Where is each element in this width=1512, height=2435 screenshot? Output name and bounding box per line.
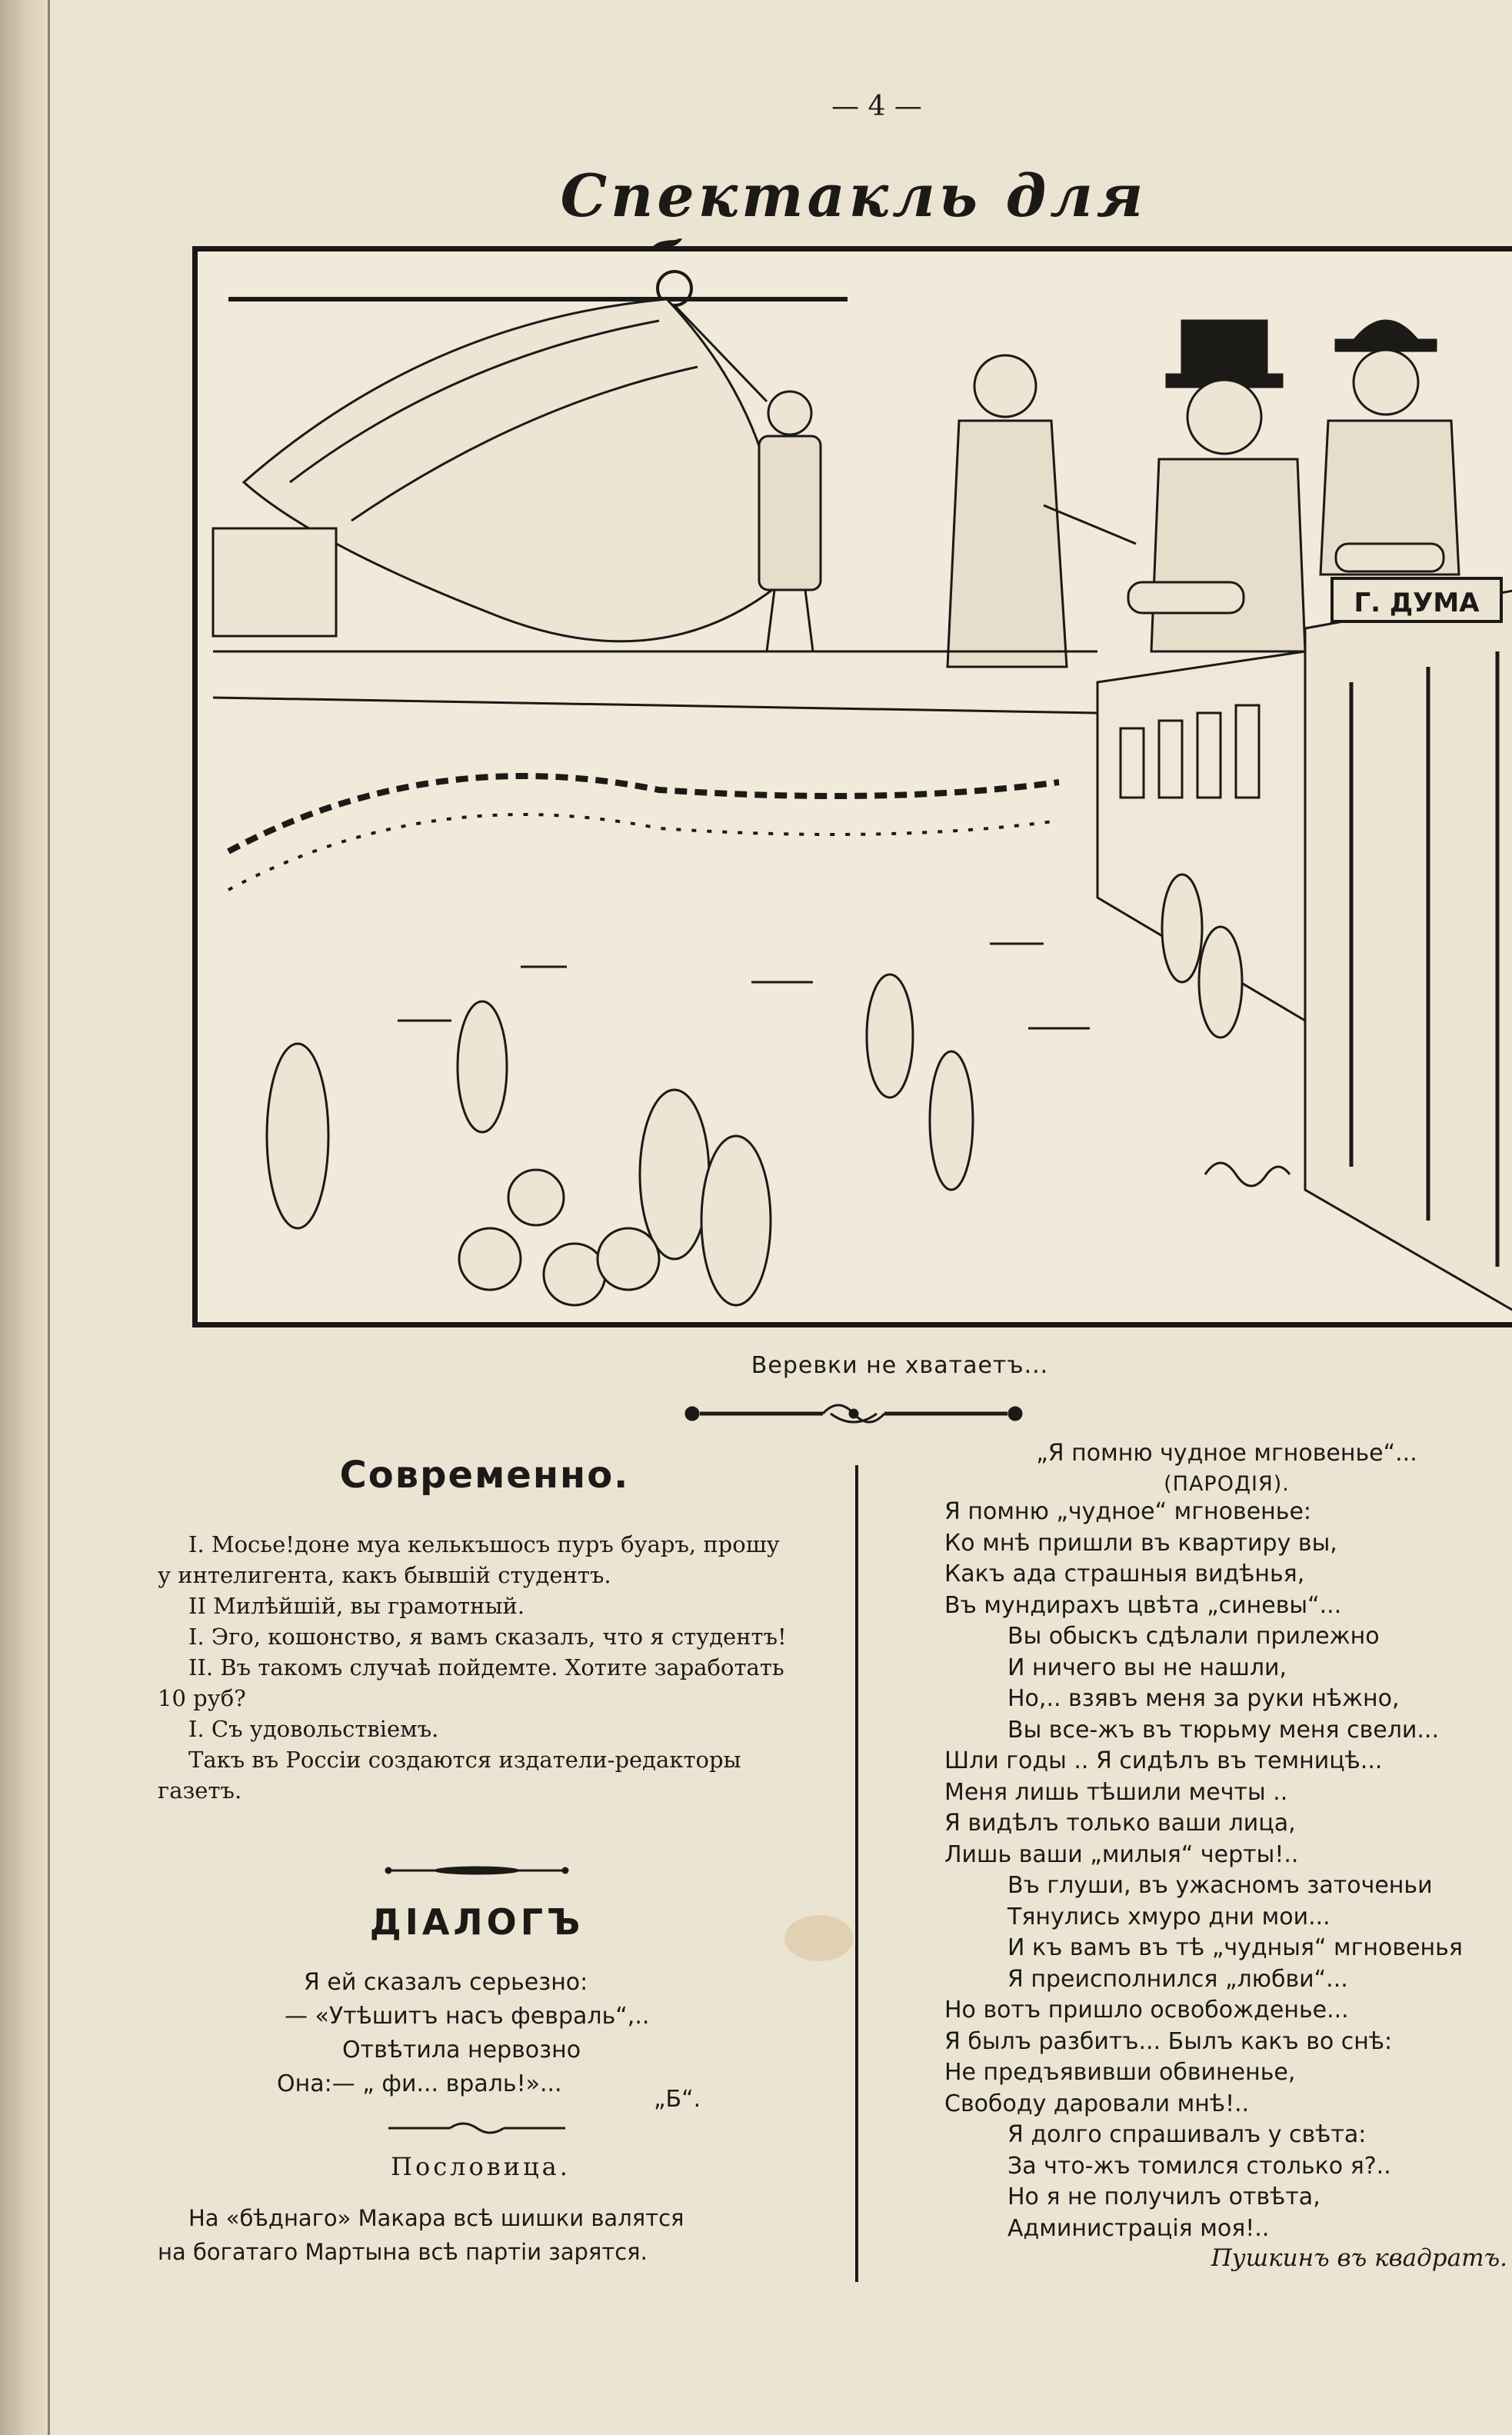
poem-title: „Я помню чудное мгновенье“... — [1036, 1440, 1417, 1467]
sovremenno-line: I. Мосье!доне муа келькъшосъ пуръ буаръ, прошу у интелигента, какъ бывшій студентъ. — [158, 1531, 780, 1588]
cartoon-sign: Г. ДУМА — [1354, 588, 1480, 618]
small-divider — [381, 1861, 573, 1880]
poem-subtitle: (ПАРОДІЯ). — [1164, 1472, 1290, 1496]
poem-line: Я былъ разбитъ... Былъ какъ во снѣ: — [944, 2027, 1393, 2055]
poem-line: Не предъявивши обвиненье, — [944, 2059, 1296, 2086]
poem-line: И къ вамъ въ тѣ „чудныя“ мгновенья — [1007, 1934, 1463, 1961]
sovremenno-line: I. Съ удовольствіемъ. — [188, 1716, 439, 1742]
poem-signature: Пушкинъ въ квадратъ. — [1211, 2244, 1507, 2272]
sovremenno-line: Такъ въ Россіи создаются издатели-редакторы газетъ. — [158, 1747, 741, 1804]
page-title: Спектакль для — [560, 162, 1147, 230]
poem-line: Но вотъ пришло освобожденье... — [944, 1997, 1349, 2024]
poem-line: Я долго спрашивалъ у свѣта: — [1007, 2121, 1367, 2148]
proverb-text — [158, 2201, 811, 2269]
section-title-dialog: ДІАЛОГЪ — [369, 1901, 584, 1943]
sovremenno-line: I. Эго, кошонство, я вамъ сказалъ, что я студентъ! — [188, 1624, 787, 1650]
dialog-line: Отвѣтила нервозно — [342, 2037, 581, 2064]
poem-line: Я видѣлъ только ваши лица, — [944, 1810, 1296, 1837]
page-number: — 4 — — [831, 91, 922, 122]
cartoon-caption: Веревки не хватаетъ... — [751, 1352, 1049, 1379]
proverb-line: На «бѣднаго» Макара всѣ шишки валятся — [188, 2205, 684, 2231]
poem-line: Меня лишь тѣшили мечты .. — [944, 1778, 1288, 1806]
poem-line: Администрація моя!.. — [1007, 2214, 1270, 2242]
dialog-line: Она:— „ фи... враль!»... — [277, 2070, 562, 2097]
proverb-title: Пословица. — [391, 2152, 571, 2181]
poem-line: Шли годы .. Я сидѣлъ въ темницѣ... — [944, 1747, 1383, 1774]
dialog-line: — «Утѣшитъ насъ февраль“,.. — [285, 2003, 650, 2030]
poem-line: Я помню „чудное“ мгновенье: — [944, 1498, 1312, 1525]
poem-line: Ко мнѣ пришли въ квартиру вы, — [944, 1529, 1337, 1557]
poem-line: Вы все-жъ въ тюрьму меня свели... — [1007, 1716, 1440, 1744]
poem-line: За что-жъ томился столько я?.. — [1007, 2152, 1391, 2180]
dialog-line: Я ей сказалъ серьезно: — [304, 1969, 588, 1996]
poem-line: Свободу даровали мнѣ!.. — [944, 2090, 1250, 2117]
section-title-sovremenno: Современно. — [339, 1454, 630, 1497]
spine-edge — [48, 0, 50, 2435]
small-divider — [381, 2119, 573, 2137]
poem-line: Лишь ваши „милыя“ черты!.. — [944, 1840, 1299, 1868]
dialog-signature: „Б“. — [654, 2086, 701, 2113]
sovremenno-line: II. Въ такомъ случаѣ пойдемте. Хотите заработать 10 руб? — [158, 1654, 784, 1711]
paper-stain — [784, 1915, 854, 1961]
dialog-verse — [154, 1966, 815, 2101]
poem-line: Какъ ада страшныя видѣнья, — [944, 1561, 1305, 1587]
poem-line: Я преисполнился „любви“... — [1007, 1965, 1348, 1993]
cartoon-illustration — [192, 246, 1512, 1327]
poem-line: Но я не получилъ отвѣта, — [1007, 2184, 1321, 2210]
page-spine — [0, 0, 48, 2435]
poem-line: Но,.. взявъ меня за руки нѣжно, — [1007, 1685, 1400, 1712]
proverb-line: на богатаго Мартына всѣ партіи зарятся. — [158, 2239, 648, 2265]
poem-line: Тянулись хмуро дни мои... — [1007, 1903, 1330, 1930]
poem-line: И ничего вы не нашли, — [1007, 1654, 1287, 1681]
poem-line: Вы обыскъ сдѣлали прилежно — [1007, 1623, 1380, 1650]
poem-body — [944, 1497, 1510, 2244]
ornament-divider — [677, 1398, 1031, 1429]
sovremenno-text — [158, 1529, 796, 1806]
column-rule — [855, 1465, 858, 2282]
sovremenno-line: II Милѣйшій, вы грамотный. — [188, 1593, 525, 1619]
poem-line: Въ глуши, въ ужасномъ заточеньи — [1007, 1872, 1433, 1899]
poem-line: Въ мундирахъ цвѣта „синевы“... — [944, 1591, 1342, 1619]
